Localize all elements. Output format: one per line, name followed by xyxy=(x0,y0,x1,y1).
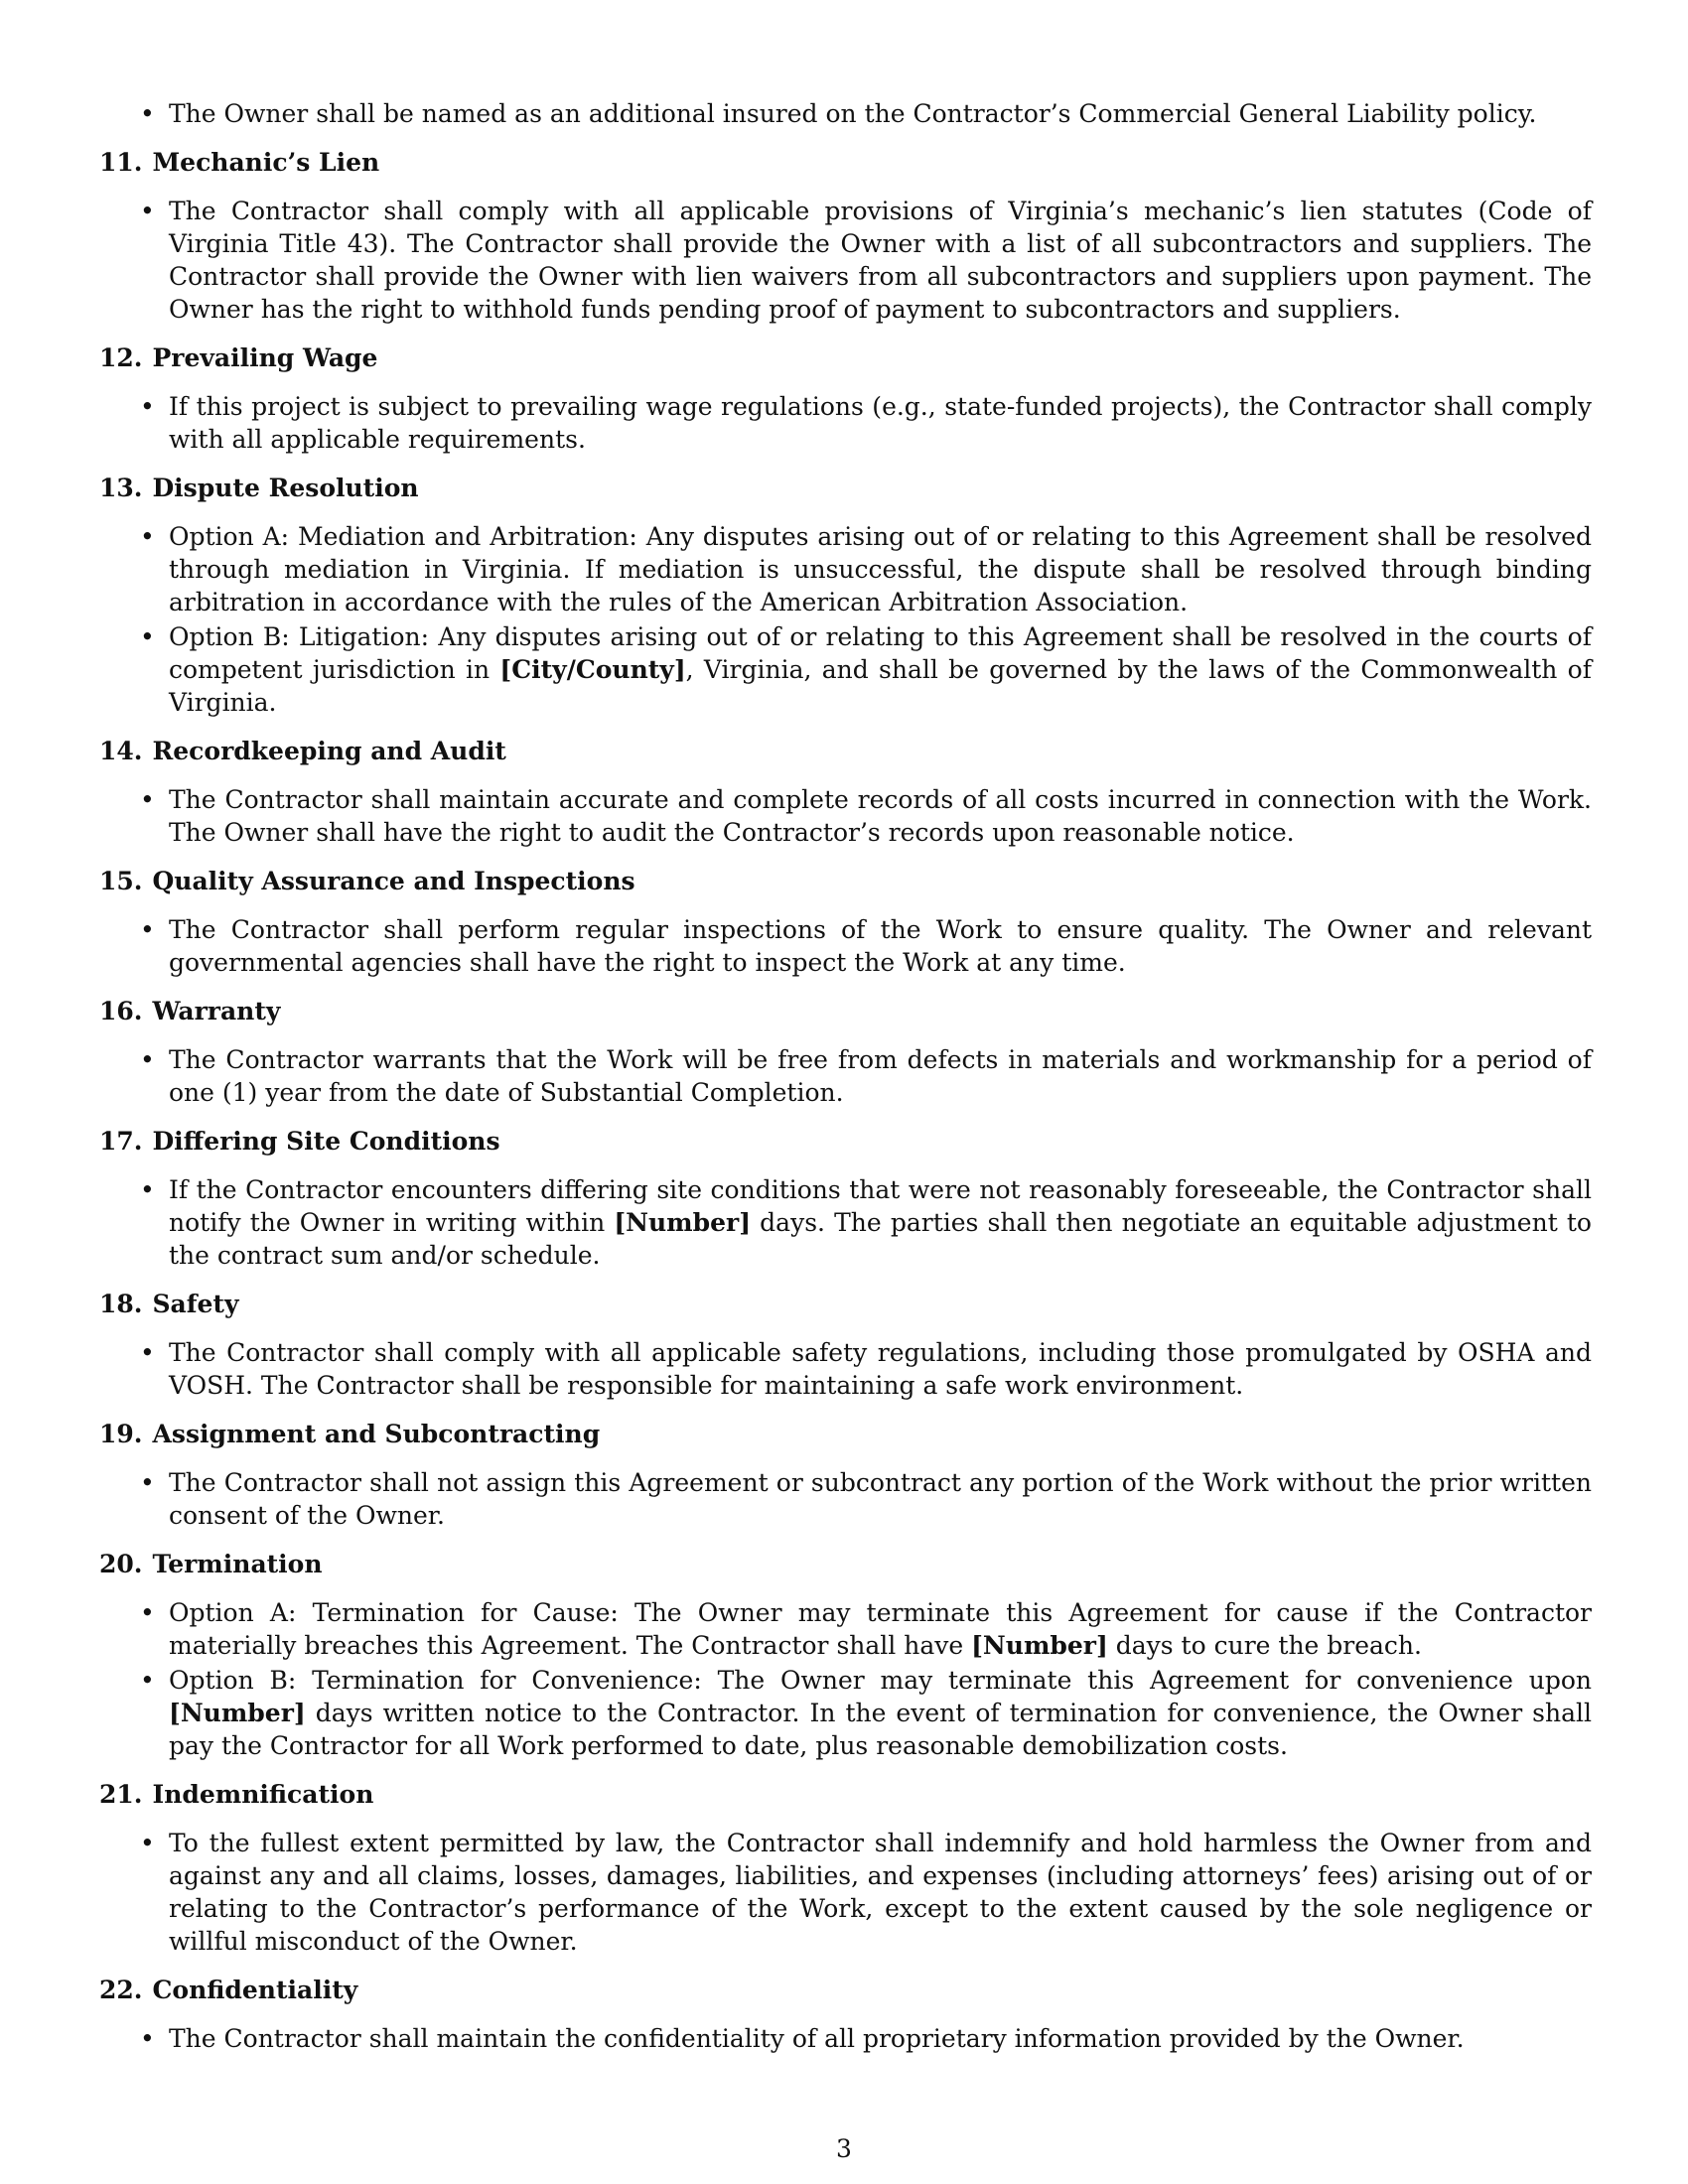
section-heading xyxy=(99,472,1592,504)
section-number: 13. xyxy=(99,474,143,502)
bullet-item xyxy=(99,390,1592,456)
section-title: Mechanic’s Lien xyxy=(152,148,380,177)
section-bullet-list xyxy=(99,1827,1592,1958)
section-bullet-list xyxy=(99,1336,1592,1402)
bullet-text: If this project is subject to prevailing wage regulations (e.g., state-funded projects), the Contractor shall comply with all applicable requirements. xyxy=(169,392,1592,454)
sections-container xyxy=(99,146,1592,2055)
section-number: 16. xyxy=(99,997,143,1025)
section-heading xyxy=(99,1974,1592,2006)
bullet-item xyxy=(99,620,1592,719)
bullet-text: The Contractor warrants that the Work will be free from defects in materials and workmanship for a period of one (1) year from the date of Substantial Completion. xyxy=(169,1045,1592,1107)
section-heading xyxy=(99,995,1592,1027)
bullet-text: The Contractor shall perform regular inspections of the Work to ensure quality. The Owner and relevant governmental agencies shall have the right to inspect the Work at any time. xyxy=(169,915,1592,977)
bullet-text: days. The parties shall then negotiate an equitable adjustment to the contract sum and/or schedule. xyxy=(169,1208,1592,1270)
placeholder-field: [Number] xyxy=(169,1699,306,1727)
section-heading xyxy=(99,146,1592,179)
placeholder-field: [City/County] xyxy=(499,655,686,684)
bullet-text: Option B: Litigation: Any disputes arising out of or relating to this Agreement shall be resolved in the courts of competent jurisdiction in xyxy=(169,622,1592,684)
section-title: Dispute Resolution xyxy=(152,474,419,502)
section-heading xyxy=(99,1778,1592,1811)
bullet-item xyxy=(99,1336,1592,1402)
section-number: 19. xyxy=(99,1420,143,1448)
section-number: 15. xyxy=(99,867,143,895)
section-bullet-list xyxy=(99,195,1592,326)
section-heading xyxy=(99,1548,1592,1580)
bullet-text: The Contractor shall comply with all applicable safety regulations, including those promulgated by OSHA and VOSH. The Contractor shall be responsible for maintaining a safe work environment. xyxy=(169,1338,1592,1400)
section-number: 17. xyxy=(99,1127,143,1156)
section-heading xyxy=(99,1125,1592,1158)
bullet-text: To the fullest extent permitted by law, the Contractor shall indemnify and hold harmless the Owner from and against any and all claims, losses, damages, liabilities, and expenses (including attorneys’ fees) arising out of or relating to the Contractor’s performance of the Work, except to the extent caused by the sole negligence or willful misconduct of the Owner. xyxy=(169,1829,1592,1956)
section-bullet-list xyxy=(99,913,1592,979)
section-bullet-list xyxy=(99,1043,1592,1109)
section-title: Termination xyxy=(152,1550,323,1578)
bullet-text: The Contractor shall not assign this Agreement or subcontract any portion of the Work without the prior written consent of the Owner. xyxy=(169,1468,1592,1530)
page-number: 3 xyxy=(836,2134,852,2163)
section-heading xyxy=(99,1418,1592,1450)
bullet-item xyxy=(99,195,1592,326)
section-heading xyxy=(99,1288,1592,1320)
bullet-item xyxy=(99,1043,1592,1109)
bullet-text: days written notice to the Contractor. In the event of termination for convenience, the Owner shall pay the Contractor for all Work performed to date, plus reasonable demobilization costs. xyxy=(169,1699,1592,1760)
section-number: 12. xyxy=(99,343,143,372)
page-content xyxy=(99,97,1592,2071)
intro-list xyxy=(99,97,1592,130)
section-bullet-list xyxy=(99,1466,1592,1532)
bullet-text: The Contractor shall maintain accurate and complete records of all costs incurred in connection with the Work. The Owner shall have the right to audit the Contractor’s records upon reasonable notice. xyxy=(169,785,1592,847)
section-number: 22. xyxy=(99,1976,143,2004)
bullet-item xyxy=(99,1466,1592,1532)
bullet-item xyxy=(99,520,1592,618)
bullet-item xyxy=(99,913,1592,979)
placeholder-field: [Number] xyxy=(971,1631,1108,1660)
section-bullet-list xyxy=(99,1596,1592,1762)
placeholder-field: [Number] xyxy=(614,1208,752,1237)
bullet-item xyxy=(99,1664,1592,1762)
bullet-text: Option A: Mediation and Arbitration: Any disputes arising out of or relating to this Agreement shall be resolved through mediation in Virginia. If mediation is unsuccessful, the dispute shall be resolved through binding arbitration in accordance with the rules of the American Arbitration Association. xyxy=(169,522,1592,616)
bullet-item xyxy=(99,1596,1592,1662)
section-bullet-list xyxy=(99,783,1592,849)
bullet-text: Option A: Termination for Cause: The Owner may terminate this Agreement for cause if the Contractor materially breaches this Agreement. The Contractor shall have xyxy=(169,1598,1592,1660)
bullet-text: Option B: Termination for Convenience: The Owner may terminate this Agreement for convenience upon xyxy=(169,1666,1592,1695)
section-title: Differing Site Conditions xyxy=(152,1127,500,1156)
bullet-item xyxy=(99,1827,1592,1958)
bullet-item xyxy=(99,1173,1592,1272)
section-title: Prevailing Wage xyxy=(152,343,378,372)
bullet-item xyxy=(99,783,1592,849)
bullet-text: , Virginia, and shall be governed by the laws of the Commonwealth of Virginia. xyxy=(169,655,1592,717)
section-heading xyxy=(99,865,1592,897)
section-title: Quality Assurance and Inspections xyxy=(152,867,635,895)
section-number: 20. xyxy=(99,1550,143,1578)
section-number: 14. xyxy=(99,737,143,765)
section-bullet-list xyxy=(99,1173,1592,1272)
section-heading xyxy=(99,341,1592,374)
bullet-text: The Contractor shall maintain the confidentiality of all proprietary information provided by the Owner. xyxy=(169,2024,1465,2053)
bullet-text: days to cure the breach. xyxy=(1107,1631,1422,1660)
section-title: Warranty xyxy=(152,997,281,1025)
section-number: 18. xyxy=(99,1290,143,1318)
intro-bullet: • The Owner shall be named as an additional insured on the Contractor’s Commercial General Liability policy. xyxy=(99,97,1592,130)
bullet-item xyxy=(99,2022,1592,2055)
section-title: Indemnification xyxy=(152,1780,374,1809)
section-number: 21. xyxy=(99,1780,143,1809)
bullet-text: The Contractor shall comply with all applicable provisions of Virginia’s mechanic’s lien statutes (Code of Virginia Title 43). The Contractor shall provide the Owner with a list of all subcontractors and suppliers. The Contractor shall provide the Owner with lien waivers from all subcontractors and suppliers upon payment. The Owner has the right to withhold funds pending proof of payment to subcontractors and suppliers. xyxy=(169,197,1592,324)
section-title: Safety xyxy=(152,1290,239,1318)
section-bullet-list xyxy=(99,2022,1592,2055)
section-number: 11. xyxy=(99,148,143,177)
section-title: Confidentiality xyxy=(152,1976,358,2004)
bullet-text: If the Contractor encounters differing site conditions that were not reasonably foreseeable, the Contractor shall notify the Owner in writing within xyxy=(169,1175,1592,1237)
section-title: Recordkeeping and Audit xyxy=(152,737,506,765)
section-bullet-list xyxy=(99,390,1592,456)
section-bullet-list xyxy=(99,520,1592,719)
section-title: Assignment and Subcontracting xyxy=(152,1420,601,1448)
section-heading xyxy=(99,735,1592,767)
